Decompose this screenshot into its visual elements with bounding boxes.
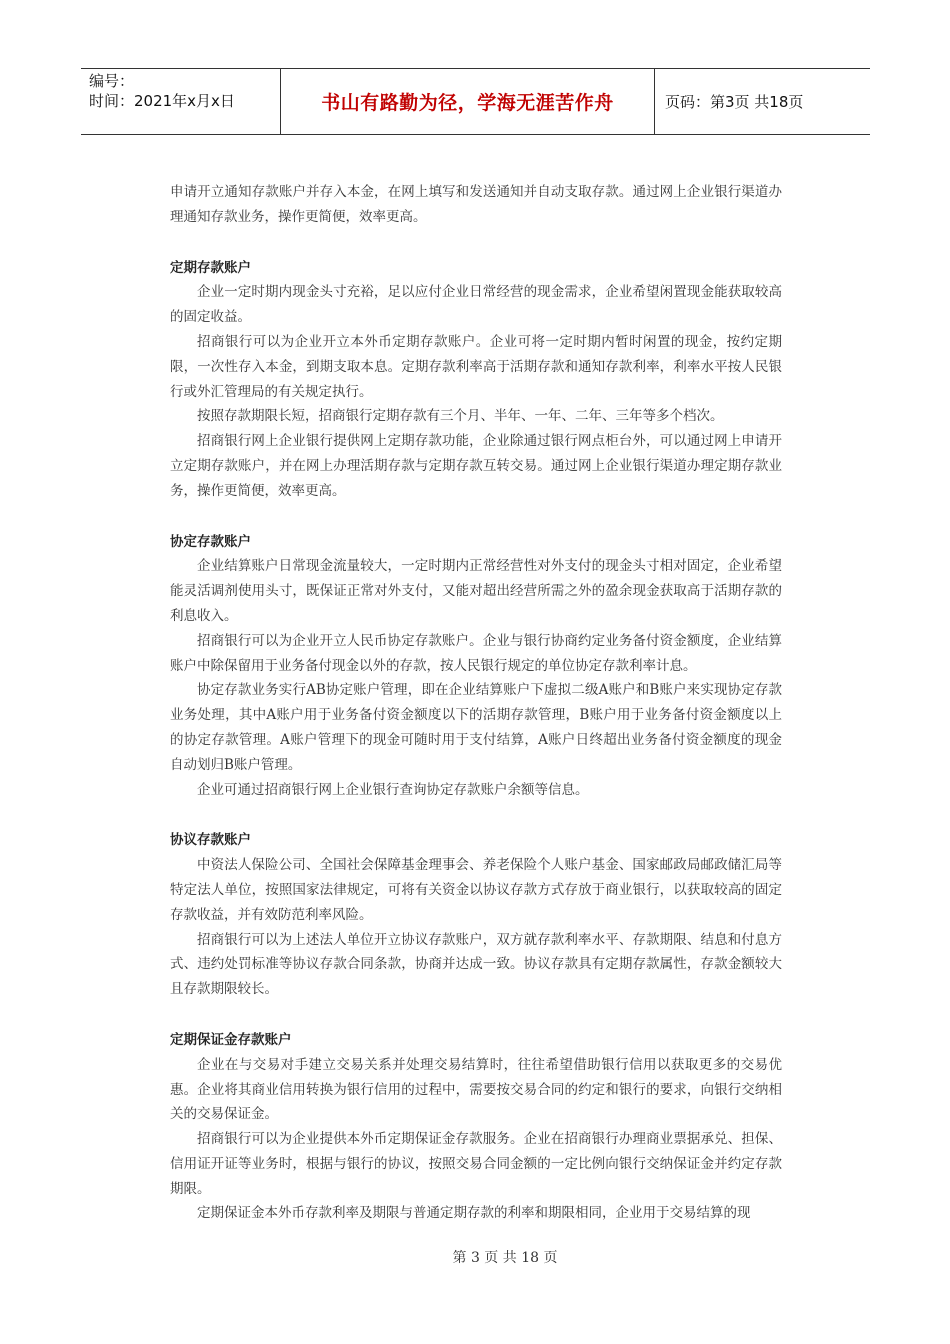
paragraph: 招商银行可以为企业提供本外币定期保证金存款服务。企业在招商银行办理商业票据承兑、担保、信用证开证等业务时，根据与银行的协议，按照交易合同金额的一定比例向银行交纳保证金并约定存款期限。 (170, 1131, 782, 1197)
document-number-label: 编号： (89, 72, 135, 90)
page-footer: 第 3 页 共 18 页 (452, 1250, 558, 1266)
section-heading-negotiated-deposit: 协议存款账户 (170, 832, 251, 849)
paragraph: 按照存款期限长短，招商银行定期存款有三个月、半年、一年、二年、三年等多个档次。 (197, 408, 724, 425)
section-heading-margin-deposit: 定期保证金存款账户 (170, 1031, 292, 1048)
paragraph: 中资法人保险公司、全国社会保障基金理事会、养老保险个人账户基金、国家邮政局邮政储汇局等特定法人单位，按照国家法律规定，可将有关资金以协议存款方式存放于商业银行，以获取较高的固定存款收益，并有效防范利率风险。 (170, 857, 782, 923)
paragraph: 招商银行网上企业银行提供网上定期存款功能，企业除通过银行网点柜台外，可以通过网上申请开立定期存款账户，并在网上办理活期存款与定期存款互转交易。通过网上企业银行渠道办理定期存款业务，操作更简便，效率更高。 (170, 433, 782, 499)
header-meta (81, 69, 281, 134)
intro-paragraph: 申请开立通知存款账户并存入本金，在网上填写和发送通知并自动支取存款。通过网上企业银行渠道办理通知存款业务，操作更简便，效率更高。 (170, 184, 782, 225)
paragraph: 招商银行可以为企业开立本外币定期存款账户。企业可将一定时期内暂时闲置的现金，按约定期限，一次性存入本金，到期支取本息。定期存款利率高于活期存款和通知存款利率，利率水平按人民银行或外汇管理局的有关规定执行。 (170, 333, 782, 400)
page-header (81, 68, 870, 135)
paragraph: 企业结算账户日常现金流量较大，一定时期内正常经营性对外支付的现金头寸相对固定，企业希望能灵活调剂使用头寸，既保证正常对外支付，又能对超出经营所需之外的盈余现金获取高于活期存款的利息收入。 (170, 558, 782, 624)
paragraph: 企业可通过招商银行网上企业银行查询协定存款账户余额等信息。 (197, 781, 589, 798)
header-page-info: 页码：第3页 共18页 (665, 93, 804, 111)
paragraph: 定期保证金本外币存款利率及期限与普通定期存款的利率和期限相同，企业用于交易结算的现 (197, 1205, 751, 1222)
section-heading-fixed-deposit: 定期存款账户 (170, 259, 251, 276)
paragraph: 招商银行可以为企业开立人民币协定存款账户。企业与银行协商约定业务备付资金额度，企业结算账户中除保留用于业务备付现金以外的存款，按人民银行规定的单位协定存款利率计息。 (170, 632, 782, 674)
header-motto: 书山有路勤为径，学海无涯苦作舟 (281, 69, 655, 134)
paragraph: 协定存款业务实行AB协定账户管理，即在企业结算账户下虚拟二级A账户和B账户来实现协定存款业务处理，其中A账户用于业务备付资金额度以下的活期存款管理，B账户用于业务备付资金额度以上的协定存款管理。A账户管理下的现金可随时用于支付结算，A账户日终超出业务备付资金额度的现金自动划归B账户管理。 (170, 682, 782, 773)
document-date: 时间：2021年x月x日 (89, 92, 235, 110)
document-body (170, 180, 782, 1226)
paragraph: 企业在与交易对手建立交易关系并处理交易结算时，往往希望借助银行信用以获取更多的交易优惠。企业将其商业信用转换为银行信用的过程中，需要按交易合同的约定和银行的要求，向银行交纳相关的交易保证金。 (170, 1056, 782, 1123)
section-heading-agreed-deposit: 协定存款账户 (170, 533, 251, 550)
paragraph: 企业一定时期内现金头寸充裕，足以应付企业日常经营的现金需求，企业希望闲置现金能获取较高的固定收益。 (170, 284, 782, 326)
paragraph: 招商银行可以为上述法人单位开立协议存款账户，双方就存款利率水平、存款期限、结息和付息方式、违约处罚标准等协议存款合同条款，协商并达成一致。协议存款具有定期存款属性，存款金额较大且存款期限较长。 (170, 931, 782, 998)
